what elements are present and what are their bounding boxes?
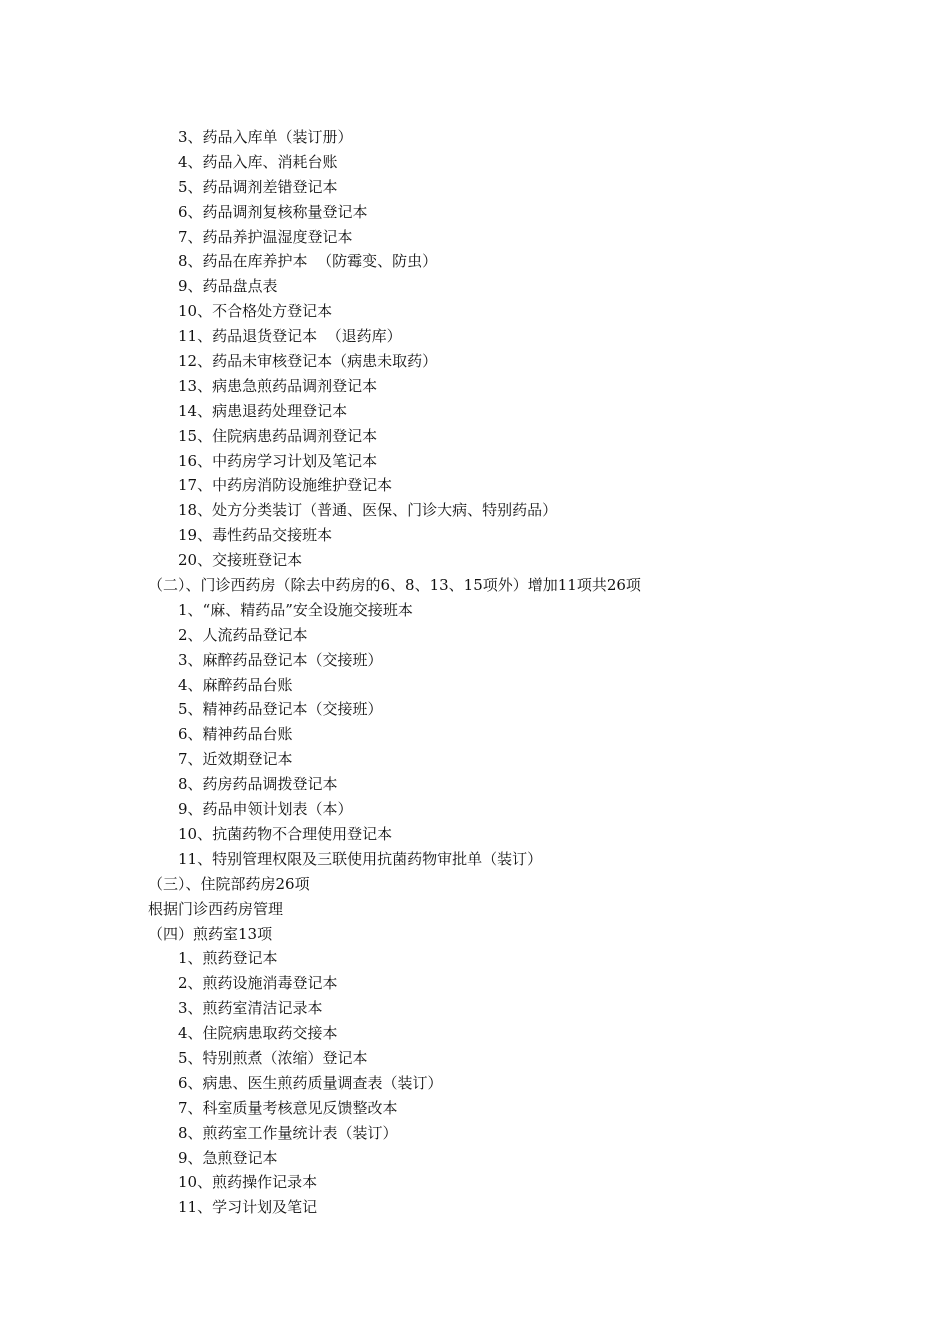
- list-item: 13、病患急煎药品调剂登记本: [178, 376, 378, 395]
- list-item: 11、药品退货登记本 （退药库）: [178, 327, 402, 346]
- list-item: 1、“麻、精药品”安全设施交接班本: [178, 600, 413, 619]
- section-heading: 根据门诊西药房管理: [148, 899, 284, 918]
- list-item: 3、药品入库单（装订册）: [178, 128, 353, 146]
- list-item: 19、毒性药品交接班本: [178, 526, 333, 545]
- list-item: 3、麻醉药品登记本（交接班）: [178, 650, 383, 669]
- list-item: 8、药品在库养护本 （防霉变、防虫）: [178, 252, 438, 271]
- list-item: 5、药品调剂差错登记本: [178, 177, 338, 196]
- list-item: 14、病患退药处理登记本: [178, 401, 348, 420]
- list-item: 2、人流药品登记本: [178, 625, 308, 644]
- list-item: 18、处方分类装订（普通、医保、门诊大病、特别药品）: [178, 501, 558, 520]
- list-item: 9、急煎登记本: [178, 1148, 278, 1167]
- list-item: 8、药房药品调拨登记本: [178, 775, 338, 794]
- section-heading: （二）、门诊西药房（除去中药房的6、8、13、15项外）增加11项共26项: [148, 576, 641, 595]
- list-item: 20、交接班登记本: [178, 551, 303, 570]
- list-item: 2、煎药设施消毒登记本: [178, 974, 338, 993]
- list-item: 17、中药房消防设施维护登记本: [178, 476, 393, 495]
- document-body: [148, 125, 848, 1220]
- list-item: 9、药品申领计划表（本）: [178, 800, 353, 819]
- list-item: 10、抗菌药物不合理使用登记本: [178, 824, 393, 843]
- section-heading: （三）、住院部药房26项: [148, 874, 310, 893]
- list-item: 15、住院病患药品调剂登记本: [178, 426, 378, 445]
- list-item: 11、学习计划及笔记: [178, 1198, 318, 1217]
- list-item: 7、近效期登记本: [178, 750, 293, 769]
- list-item: 10、不合格处方登记本: [178, 302, 333, 321]
- list-item: 11、特别管理权限及三联使用抗菌药物审批单（装订）: [178, 849, 543, 868]
- list-item: 5、精神药品登记本（交接班）: [178, 700, 383, 719]
- list-item: 6、药品调剂复核称量登记本: [178, 202, 368, 221]
- list-item: 8、煎药室工作量统计表（装订）: [178, 1123, 398, 1142]
- list-item: 6、病患、医生煎药质量调查表（装订）: [178, 1073, 443, 1092]
- list-item: 3、煎药室清洁记录本: [178, 999, 323, 1018]
- list-item: 5、特别煎煮（浓缩）登记本: [178, 1048, 368, 1067]
- list-item: 4、住院病患取药交接本: [178, 1024, 338, 1043]
- list-item: 7、科室质量考核意见反馈整改本: [178, 1098, 398, 1117]
- list-item: 1、煎药登记本: [178, 949, 278, 968]
- list-item: 16、中药房学习计划及笔记本: [178, 451, 378, 470]
- list-item: 6、精神药品台账: [178, 725, 293, 744]
- list-item: 7、药品养护温湿度登记本: [178, 227, 353, 246]
- list-item: 4、药品入库、消耗台账: [178, 152, 338, 171]
- list-item: 4、麻醉药品台账: [178, 675, 293, 694]
- list-item: 12、药品未审核登记本（病患未取药）: [178, 352, 438, 371]
- list-item: 10、煎药操作记录本: [178, 1173, 318, 1192]
- list-item: 9、药品盘点表: [178, 277, 278, 296]
- section-heading: （四）煎药室13项: [148, 924, 273, 943]
